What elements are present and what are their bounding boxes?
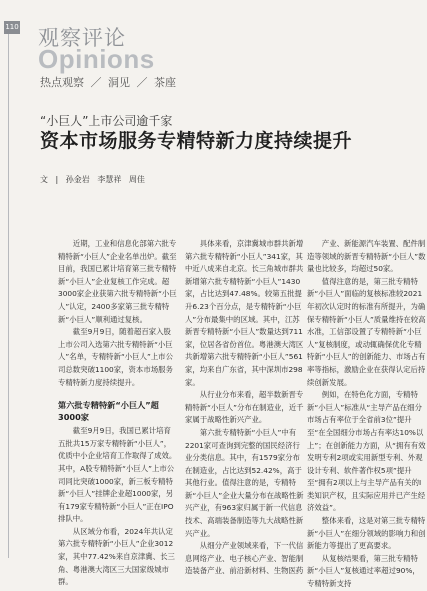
author-name: 周佳 — [128, 175, 145, 184]
column-tag: 茶座 — [154, 76, 176, 89]
column-tag: 热点观察 — [40, 76, 84, 89]
column-tag: 洞见 — [108, 76, 130, 89]
paragraph: 从区域分布看，2024年共认定第六批专精特新“小巨人”企业3012家，其中77.42%来自京津冀、长三角、粤港澳大湾区三大国家级城市群。 — [58, 526, 175, 587]
article-column-1 — [58, 238, 178, 589]
paragraph: 从行业分布来看，超半数新晋专精特新“小巨人”分布在制造业，近千家属于战略性新兴产业。 — [185, 390, 304, 425]
paragraph: 截至9月9日，随着超百家入股上市公司入选第六批专精特新“小巨人”名单，专精特新“小巨人”上市公司总数突破1100家，资本市场服务专精特新力度持续提升。 — [58, 327, 173, 387]
paragraph: 截至9月9日，我国已累计培育五批共15万家专精特新“小巨人”，优质中小企业培育工作取得了成效。其中，A股专精特新“小巨人”上市公司同比突破1000家，新三板专精特新“小巨人”挂牌企业超1000家，另有179家专精特新“小巨人”正在IPO排队中。 — [58, 426, 177, 524]
byline-prefix: 文 — [40, 175, 48, 184]
paragraph: 近期，工业和信息化部第六批专精特新“小巨人”企业名单出炉。截至目前，我国已累计培育第三批专精特新“小巨人”企业复核工作完成。超3000家企业获第六批专精特新“小巨人”认定，2400多家第三批专精特新“小巨人”顺利通过复核。 — [58, 239, 177, 324]
section-heading: 第六批专精特新“小巨人”超3000家 — [58, 400, 159, 423]
byline — [40, 174, 150, 185]
margin-rule — [8, 34, 9, 558]
paragraph: 第六批专精特新“小巨人”中有2201家可查询到完整的国民经济行业分类信息。其中，有1579家分布在制造业，占比达到52.42%，高于其他行业。值得注意的是，专精特新“小巨人”企业大量分布在战略性新兴产业，有963家归属于新一代信息技术、高端装备制造等九大战略性新兴产业。 — [185, 427, 304, 538]
article-column-2 — [185, 238, 305, 578]
paragraph: 从复核结果看，第三批专精特新“小巨人”复核通过率超过90%，专精特新支持 — [307, 553, 420, 589]
paragraph: 例如，在特色化方面，专精特新“小巨人”标准从“主导产品在细分市场占有率位于全省前3位”提升至“在全国细分市场占有率达10%以上”；在创新能力方面，从“拥有有效发明专利2项或实用新型专利、外观设计专利、软件著作权5项”提升至“拥有2项以上与主导产品有关的Ⅰ类知识产权，且实际应用并已产生经济效益”。 — [307, 390, 426, 513]
page-number: 110 — [4, 21, 20, 34]
paragraph: 产业、新能源汽车装置、配件制造等领域的新晋专精特新“小巨人”数量也比较多，均超过50家。 — [307, 239, 426, 274]
byline-divider: | — [55, 175, 59, 184]
tag-divider: ／ — [136, 76, 148, 89]
tag-divider: ／ — [90, 76, 102, 89]
column-tags — [40, 74, 179, 90]
paragraph: 从细分产业领域来看，下一代信息网络产业、电子核心产业、智能制造装备产业、前沿新材料、生物医药 — [185, 541, 304, 576]
article-headline: 资本市场服务专精特新力度持续提升 — [40, 130, 353, 152]
paragraph: 具体来看，京津冀城市群共新增第六批专精特新“小巨人”341家，其中近八成来自北京。长三角城市群共新增第六批专精特新“小巨人”1430家，占比达到47.48%。较第五批提升6.23个百分点，是专精特新“小巨人”分布最集中的区域。其中，江苏新晋专精特新“小巨人”数量达到711家，位居各省份首位。粤港澳大湾区共新增第六批专精特新“小巨人”561家，均来自广东省，其中深圳市298家。 — [185, 239, 304, 387]
author-name: 孙金岩 — [65, 175, 90, 184]
paragraph: 值得注意的是，第三批专精特新“小巨人”面临的复核标准较2021年初次认定时的标准有所提升，为确保专精特新“小巨人”质量维持在较高水准，工信部设置了专精特新“小巨人”复核制度，或动辄确保优化专精特新“小巨人”的创新能力、市场占有率等指标，激励企业在获得认定后持续创新发展。 — [307, 276, 426, 387]
paragraph: 整体来看，这是对第三批专精特新“小巨人”在细分领域的影响力和创新能力等提出了更高要求。 — [307, 516, 426, 551]
article-kicker: “小巨人”上市公司逾千家 — [40, 114, 173, 128]
column-title: 观察评论 — [38, 26, 126, 50]
author-name: 李慧祥 — [97, 175, 122, 184]
article-column-3 — [307, 238, 427, 591]
column-title-english: Opinions — [38, 44, 155, 74]
